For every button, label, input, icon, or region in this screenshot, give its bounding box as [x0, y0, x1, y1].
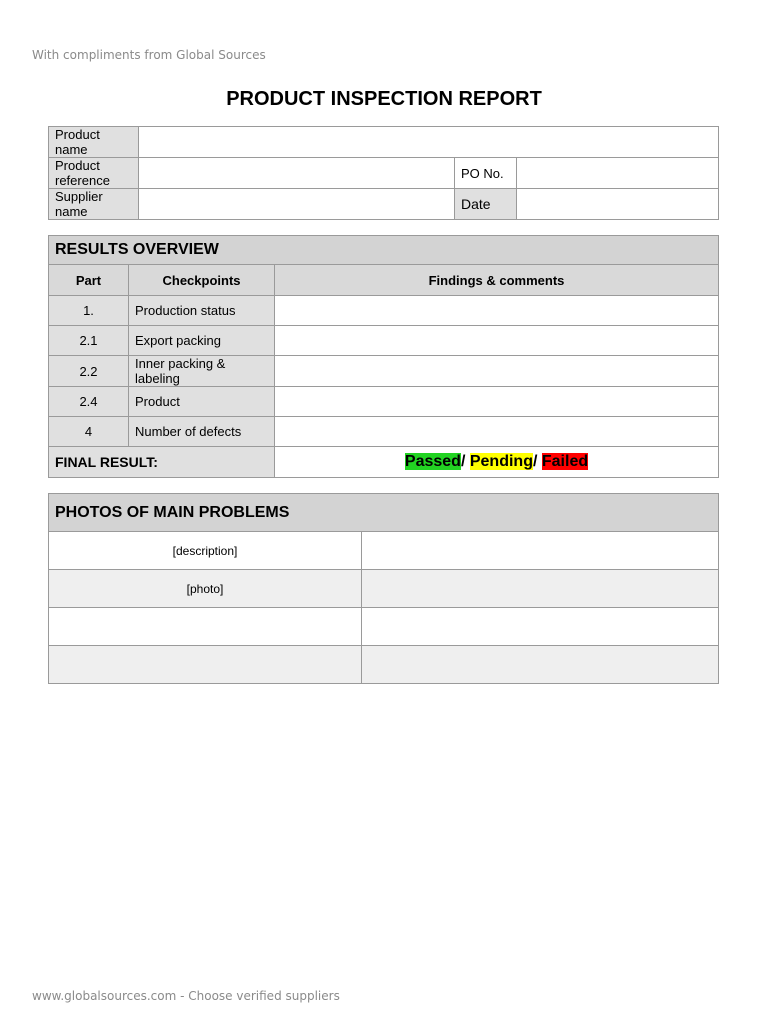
checkpoint-label: Number of defects [129, 417, 275, 447]
date-field[interactable] [517, 189, 719, 220]
photos-section-header [49, 494, 719, 532]
table-row [49, 296, 719, 326]
photo-cell[interactable] [362, 570, 719, 608]
option-separator: / [532, 453, 538, 470]
checkpoint-label: Export packing [129, 326, 275, 356]
photo-row [49, 532, 719, 570]
table-row [49, 356, 719, 387]
final-result-label: FINAL RESULT: [49, 447, 275, 478]
photo-row [49, 608, 719, 646]
photo-cell[interactable] [362, 646, 719, 684]
product-info-table [48, 126, 719, 220]
page-title: PRODUCT INSPECTION REPORT [226, 88, 542, 110]
column-header-checkpoints: Checkpoints [129, 265, 275, 296]
failed-option[interactable]: Failed [541, 453, 589, 470]
supplier-name-field[interactable] [139, 189, 455, 220]
results-column-header [49, 265, 719, 296]
part-number: 2.2 [49, 356, 129, 387]
findings-field[interactable] [275, 417, 719, 447]
table-row [49, 417, 719, 447]
product-name-label: Product name [49, 127, 139, 158]
final-result-row [49, 447, 719, 478]
column-header-findings: Findings & comments [275, 265, 719, 296]
final-result-options [275, 447, 719, 478]
option-separator: / [460, 453, 466, 470]
description-cell[interactable] [49, 608, 362, 646]
product-reference-row [49, 158, 719, 189]
part-number: 4 [49, 417, 129, 447]
checkpoint-label: Inner packing & labeling [129, 356, 275, 387]
photo-row [49, 570, 719, 608]
part-number: 2.4 [49, 387, 129, 417]
part-number: 1. [49, 296, 129, 326]
product-reference-label: Product reference [49, 158, 139, 189]
supplier-name-label: Supplier name [49, 189, 139, 220]
findings-field[interactable] [275, 356, 719, 387]
product-reference-field[interactable] [139, 158, 455, 189]
description-cell[interactable] [49, 646, 362, 684]
findings-field[interactable] [275, 387, 719, 417]
findings-field[interactable] [275, 296, 719, 326]
photos-table [48, 493, 719, 684]
product-name-row [49, 127, 719, 158]
results-overview-table [48, 235, 719, 478]
photo-cell[interactable] [362, 532, 719, 570]
compliments-text: With compliments from Global Sources [32, 48, 266, 62]
product-name-field[interactable] [139, 127, 719, 158]
footer-text: www.globalsources.com - Choose verified suppliers [32, 989, 340, 1003]
supplier-name-row [49, 189, 719, 220]
description-placeholder[interactable]: [description] [49, 532, 362, 570]
pending-option[interactable]: Pending [469, 453, 533, 470]
checkpoint-label: Production status [129, 296, 275, 326]
po-field[interactable] [517, 158, 719, 189]
results-section-title: RESULTS OVERVIEW [49, 236, 719, 265]
table-row [49, 326, 719, 356]
table-row [49, 387, 719, 417]
results-section-header [49, 236, 719, 265]
part-number: 2.1 [49, 326, 129, 356]
date-label: Date [455, 189, 517, 220]
checkpoint-label: Product [129, 387, 275, 417]
photo-cell[interactable] [362, 608, 719, 646]
po-label: PO No. [455, 158, 517, 189]
photos-section-title: PHOTOS OF MAIN PROBLEMS [49, 494, 719, 532]
column-header-part: Part [49, 265, 129, 296]
findings-field[interactable] [275, 326, 719, 356]
passed-option[interactable]: Passed [404, 453, 461, 470]
photo-placeholder[interactable]: [photo] [49, 570, 362, 608]
photo-row [49, 646, 719, 684]
